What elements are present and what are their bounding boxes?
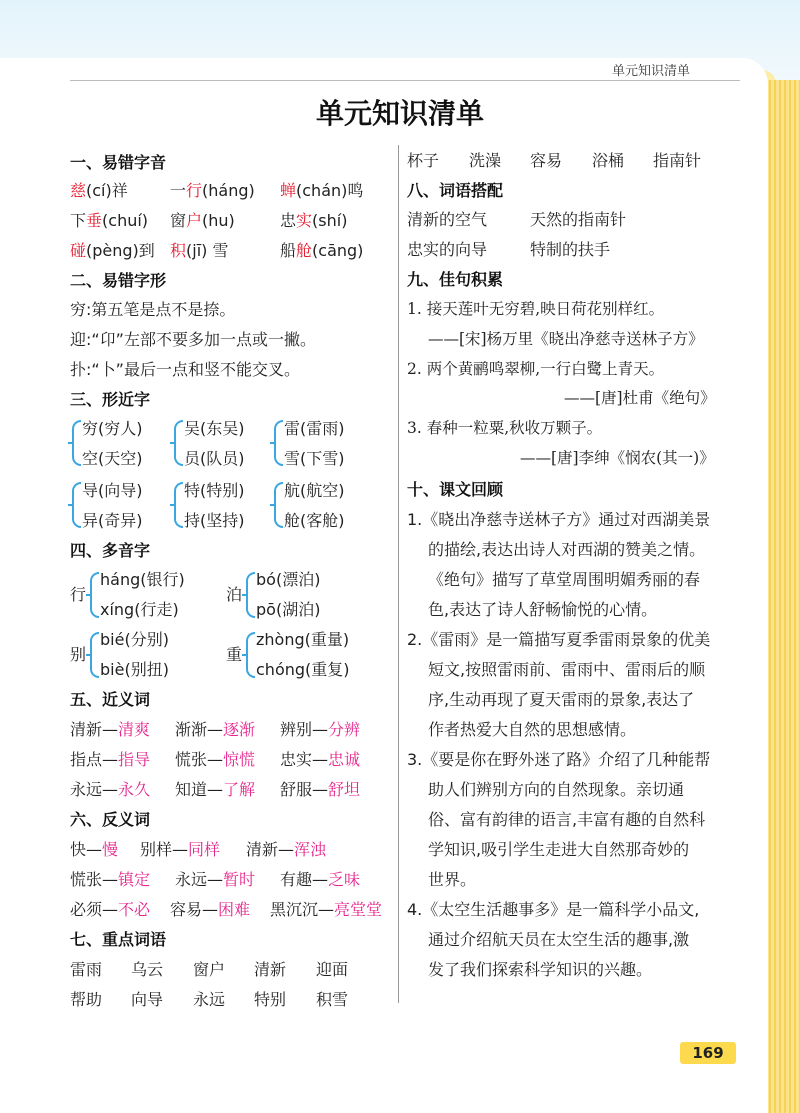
paragraph-line: 世界。 (428, 870, 477, 889)
list-item: 舱(客舱) (284, 511, 345, 530)
list-item: 知道—了解 (175, 780, 256, 799)
paragraph-line: 俗、富有韵律的语言,丰富有趣的自然科 (428, 810, 706, 829)
list-item: 窗户 (193, 960, 226, 979)
list-item: 忠实的向导 (407, 240, 488, 259)
list-item: 清新—浑浊 (246, 840, 327, 859)
paragraph-line: 4.《太空生活趣事多》是一篇科学小品文, (407, 900, 700, 919)
list-item: 辨别—分辨 (280, 720, 361, 739)
list-item: 黑沉沉—亮堂堂 (270, 900, 383, 919)
polyphone-char: 重 (226, 645, 243, 664)
page-stack-decoration (766, 80, 800, 1113)
list-item: biè(别扭) (100, 660, 169, 679)
polyphone-char: 行 (70, 585, 87, 604)
brace-icon (90, 632, 99, 678)
section-title: 七、重点词语 (70, 930, 167, 949)
list-item: 容易—困难 (170, 900, 251, 919)
list-item: 永远—暂时 (175, 870, 256, 889)
list-item: 吴(东吴) (184, 419, 245, 438)
paragraph-line: 短文,按照雷雨前、雷雨中、雷雨后的顺 (428, 660, 706, 679)
list-item: 下垂(chuí) (70, 211, 149, 230)
list-item: 乌云 (131, 960, 164, 979)
list-item: 碰(pèng)到 (70, 241, 155, 260)
list-item: 船舱(cāng) (280, 241, 364, 260)
list-item: 向导 (131, 990, 164, 1009)
poem-source: ——[唐]李绅《悯农(其一)》 (520, 449, 715, 467)
paragraph-line: 《绝句》描写了草堂周围明媚秀丽的春 (428, 570, 701, 589)
list-item: 迎面 (316, 960, 349, 979)
list-item: 有趣—乏味 (280, 870, 361, 889)
list-item: 雷(雷雨) (284, 419, 345, 438)
section-title: 三、形近字 (70, 390, 151, 409)
list-item: 异(奇异) (82, 511, 143, 530)
list-item: chóng(重复) (256, 660, 350, 679)
brace-icon (246, 572, 255, 618)
list-item: 窗户(hu) (170, 211, 235, 230)
section-title: 二、易错字形 (70, 271, 167, 290)
list-item: 忠实—忠诚 (280, 750, 361, 769)
polyphone-char: 泊 (226, 585, 243, 604)
list-item: 扑:“卜”最后一点和竖不能交叉。 (70, 360, 300, 379)
list-item: 杯子 (407, 151, 440, 170)
brace-icon (72, 482, 81, 528)
brace-icon (174, 482, 183, 528)
list-item: 1. 接天莲叶无穷碧,映日荷花别样红。 (407, 300, 665, 318)
list-item: 穷:第五笔是点不是捺。 (70, 300, 236, 319)
list-item: bié(分别) (100, 630, 169, 649)
paragraph-line: 的描绘,表达出诗人对西湖的赞美之情。 (428, 540, 706, 559)
brace-icon (90, 572, 99, 618)
list-item: 容易 (530, 151, 563, 170)
brace-icon (246, 632, 255, 678)
list-item: 慌张—镇定 (70, 870, 151, 889)
poem-source: ——[唐]杜甫《绝句》 (564, 389, 716, 407)
list-item: 指南针 (653, 151, 702, 170)
page-number: 169 (680, 1042, 736, 1064)
brace-icon (72, 420, 81, 466)
list-item: 2. 两个黄鹂鸣翠柳,一行白鹭上青天。 (407, 360, 665, 378)
list-item: 帮助 (70, 990, 103, 1009)
list-item: 永远 (193, 990, 226, 1009)
list-item: háng(银行) (100, 570, 185, 589)
list-item: 雷雨 (70, 960, 103, 979)
list-item: 空(天空) (82, 449, 143, 468)
paragraph-line: 序,生动再现了夏天雷雨的景象,表达了 (428, 690, 695, 709)
paragraph-line: 2.《雷雨》是一篇描写夏季雷雨景象的优美 (407, 630, 711, 649)
paragraph-line: 1.《晓出净慈寺送林子方》通过对西湖美景 (407, 510, 711, 529)
brace-icon (274, 420, 283, 466)
list-item: 清新 (254, 960, 287, 979)
list-item: 迎:“卬”左部不要多加一点或一撇。 (70, 330, 316, 349)
list-item: 快—慢 (70, 840, 119, 859)
list-item: 浴桶 (592, 151, 625, 170)
list-item: 一行(háng) (170, 181, 255, 200)
header-tag: 单元知识清单 (612, 64, 691, 79)
list-item: 员(队员) (184, 449, 245, 468)
list-item: 3. 春种一粒粟,秋收万颗子。 (407, 419, 603, 437)
section-title: 六、反义词 (70, 810, 151, 829)
header-rule (70, 80, 740, 81)
list-item: 指点—指导 (70, 750, 151, 769)
list-item: bó(漂泊) (256, 570, 321, 589)
brace-icon (174, 420, 183, 466)
section-title: 十、课文回顾 (407, 480, 504, 499)
list-item: 雪(下雪) (284, 449, 345, 468)
list-item: 洗澡 (469, 151, 502, 170)
list-item: 特别 (254, 990, 287, 1009)
list-item: 渐渐—逐渐 (175, 720, 256, 739)
list-item: 导(向导) (82, 481, 143, 500)
list-item: 永远—永久 (70, 780, 151, 799)
list-item: 积(jī) 雪 (170, 241, 229, 260)
paragraph-line: 通过介绍航天员在太空生活的趣事,激 (428, 930, 690, 949)
section-title: 四、多音字 (70, 541, 151, 560)
list-item: 穷(穷人) (82, 419, 143, 438)
list-item: 天然的指南针 (530, 210, 627, 229)
polyphone-char: 别 (70, 645, 87, 664)
list-item: 慌张—惊慌 (175, 750, 256, 769)
list-item: 积雪 (316, 990, 349, 1009)
list-item: 慈(cí)祥 (70, 181, 128, 200)
list-item: 持(坚持) (184, 511, 245, 530)
list-item: 特(特别) (184, 481, 245, 500)
paragraph-line: 3.《要是你在野外迷了路》介绍了几种能帮 (407, 750, 711, 769)
section-title: 八、词语搭配 (407, 181, 504, 200)
list-item: 蝉(chán)鸣 (280, 181, 364, 200)
list-item: 清新的空气 (407, 210, 488, 229)
brace-icon (274, 482, 283, 528)
section-title: 一、易错字音 (70, 153, 167, 172)
poem-source: ——[宋]杨万里《晓出净慈寺送林子方》 (428, 330, 704, 348)
list-item: 别样—同样 (140, 840, 221, 859)
list-item: xíng(行走) (100, 600, 179, 619)
paragraph-line: 学知识,吸引学生走进大自然那奇妙的 (428, 840, 690, 859)
list-item: zhòng(重量) (256, 630, 350, 649)
paragraph-line: 助人们辨别方向的自然现象。亲切通 (428, 780, 685, 799)
list-item: 清新—清爽 (70, 720, 151, 739)
list-item: 航(航空) (284, 481, 345, 500)
column-divider (398, 145, 399, 1003)
list-item: 忠实(shí) (280, 211, 348, 230)
list-item: pō(湖泊) (256, 600, 321, 619)
page-title: 单元知识清单 (315, 97, 484, 130)
paragraph-line: 发了我们探索科学知识的兴趣。 (428, 960, 653, 979)
section-title: 五、近义词 (70, 690, 151, 709)
list-item: 特制的扶手 (530, 240, 611, 259)
section-title: 九、佳句积累 (407, 270, 504, 289)
list-item: 必须—不必 (70, 900, 151, 919)
paragraph-line: 作者热爱大自然的思想感情。 (428, 720, 637, 739)
paragraph-line: 色,表达了诗人舒畅愉悦的心情。 (428, 600, 658, 619)
list-item: 舒服—舒坦 (280, 780, 361, 799)
